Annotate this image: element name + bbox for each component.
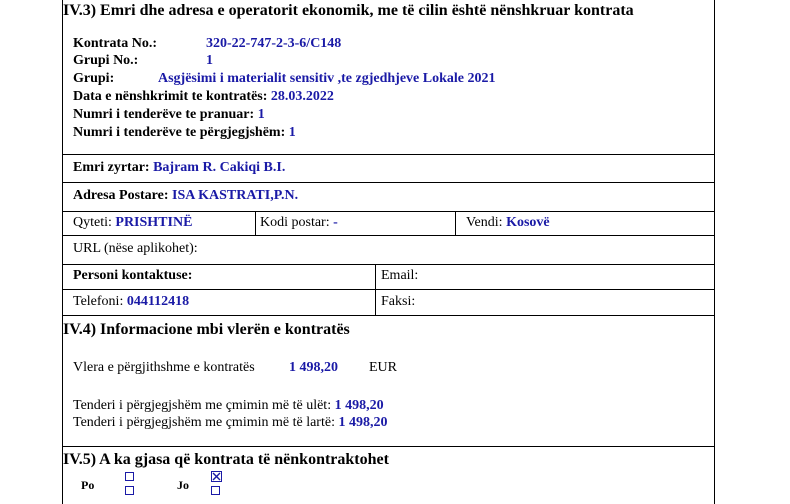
divider bbox=[63, 289, 714, 290]
tenders-responsive-label: Numri i tenderëve te përgjegjshëm: bbox=[73, 125, 286, 140]
contract-award-form bbox=[62, 0, 715, 504]
group-value: Asgjësimi i materialit sensitiv ,te zgjedhjeve Lokale 2021 bbox=[158, 71, 496, 86]
official-name-value: Bajram R. Cakiqi B.I. bbox=[153, 160, 286, 175]
postal-code-row bbox=[260, 215, 338, 231]
section-3-title: IV.3) Emri dhe adresa e operatorit ekonomik, me të cilin është nënshkruar kontrata bbox=[63, 2, 634, 19]
official-name-row: Emri zyrtar: Bajram R. Cakiqi B.I. bbox=[73, 160, 286, 175]
email-label: Email: bbox=[381, 268, 419, 283]
sign-date-row bbox=[73, 89, 334, 105]
contract-no-label: Kontrata No.: bbox=[73, 36, 157, 51]
divider bbox=[63, 182, 714, 183]
lowest-tender-label: Tenderi i përgjegjshëm me çmimin më të ulët: bbox=[73, 398, 332, 413]
contact-person-label: Personi kontaktuse: bbox=[73, 268, 193, 283]
divider bbox=[63, 264, 714, 265]
postal-address-value: ISA KASTRATI,P.N. bbox=[172, 188, 299, 203]
checkmark-x-icon bbox=[212, 472, 221, 481]
fax-label: Faksi: bbox=[381, 294, 416, 309]
divider bbox=[63, 154, 714, 155]
yes-label: Po bbox=[81, 478, 95, 492]
phone-value: 044112418 bbox=[126, 294, 190, 309]
postal-address-row: Adresa Postare: ISA KASTRATI,P.N. bbox=[73, 188, 299, 203]
lowest-tender-value: 1 498,20 bbox=[334, 398, 384, 413]
divider bbox=[63, 446, 714, 447]
section-4-title: IV.4) Informacione mbi vlerën e kontratës bbox=[63, 321, 350, 338]
postal-code-value: - bbox=[333, 215, 338, 230]
yes-checkbox-top[interactable] bbox=[125, 472, 134, 481]
no-checkbox[interactable] bbox=[211, 486, 220, 495]
city-label: Qyteti: bbox=[73, 215, 112, 230]
no-label: Jo bbox=[177, 478, 189, 492]
divider bbox=[63, 211, 714, 212]
group-label: Grupi: bbox=[73, 71, 115, 86]
highest-tender-label: Tenderi i përgjegjshëm me çmimin më të lartë: bbox=[73, 415, 335, 430]
contract-no-value: 320-22-747-2-3-6/C148 bbox=[206, 36, 342, 51]
official-name-label: Emri zyrtar bbox=[73, 160, 145, 175]
section-5-title: IV.5) A ka gjasa që kontrata të nënkontraktohet bbox=[63, 451, 389, 468]
divider bbox=[455, 211, 456, 235]
phone-label: Telefoni: bbox=[73, 294, 124, 309]
postal-address-label: Adresa Postare bbox=[73, 188, 164, 203]
highest-tender-value: 1 498,20 bbox=[338, 415, 388, 430]
country-label: Vendi: bbox=[466, 215, 503, 230]
country-value: Kosovë bbox=[506, 215, 550, 230]
tenders-received-label: Numri i tenderëve te pranuar: bbox=[73, 107, 255, 122]
lowest-tender-row bbox=[73, 398, 384, 414]
sign-date-label: Data e nënshkrimit te kontratës: bbox=[73, 89, 268, 104]
divider bbox=[255, 211, 256, 235]
tenders-responsive-value: 1 bbox=[288, 125, 296, 140]
highest-tender-row bbox=[73, 415, 387, 431]
no-checkbox-checked[interactable] bbox=[211, 471, 222, 482]
divider bbox=[63, 315, 714, 316]
tenders-responsive-row bbox=[73, 125, 296, 141]
url-label: URL (nëse aplikohet): bbox=[73, 241, 198, 256]
phone-row bbox=[73, 294, 189, 310]
country-row bbox=[466, 215, 550, 231]
sign-date-value: 28.03.2022 bbox=[270, 89, 334, 104]
city-row bbox=[73, 215, 192, 231]
postal-code-label: Kodi postar: bbox=[260, 215, 330, 230]
group-no-label: Grupi No.: bbox=[73, 53, 139, 68]
total-value-label: Vlera e përgjithshme e kontratës bbox=[73, 360, 255, 375]
tenders-received-row bbox=[73, 107, 265, 123]
total-value: 1 498,20 bbox=[289, 360, 338, 375]
tenders-received-value: 1 bbox=[257, 107, 265, 122]
city-value: PRISHTINË bbox=[115, 215, 193, 230]
yes-checkbox[interactable] bbox=[125, 486, 134, 495]
divider bbox=[63, 235, 714, 236]
currency: EUR bbox=[369, 360, 397, 375]
group-no-value: 1 bbox=[206, 53, 213, 68]
